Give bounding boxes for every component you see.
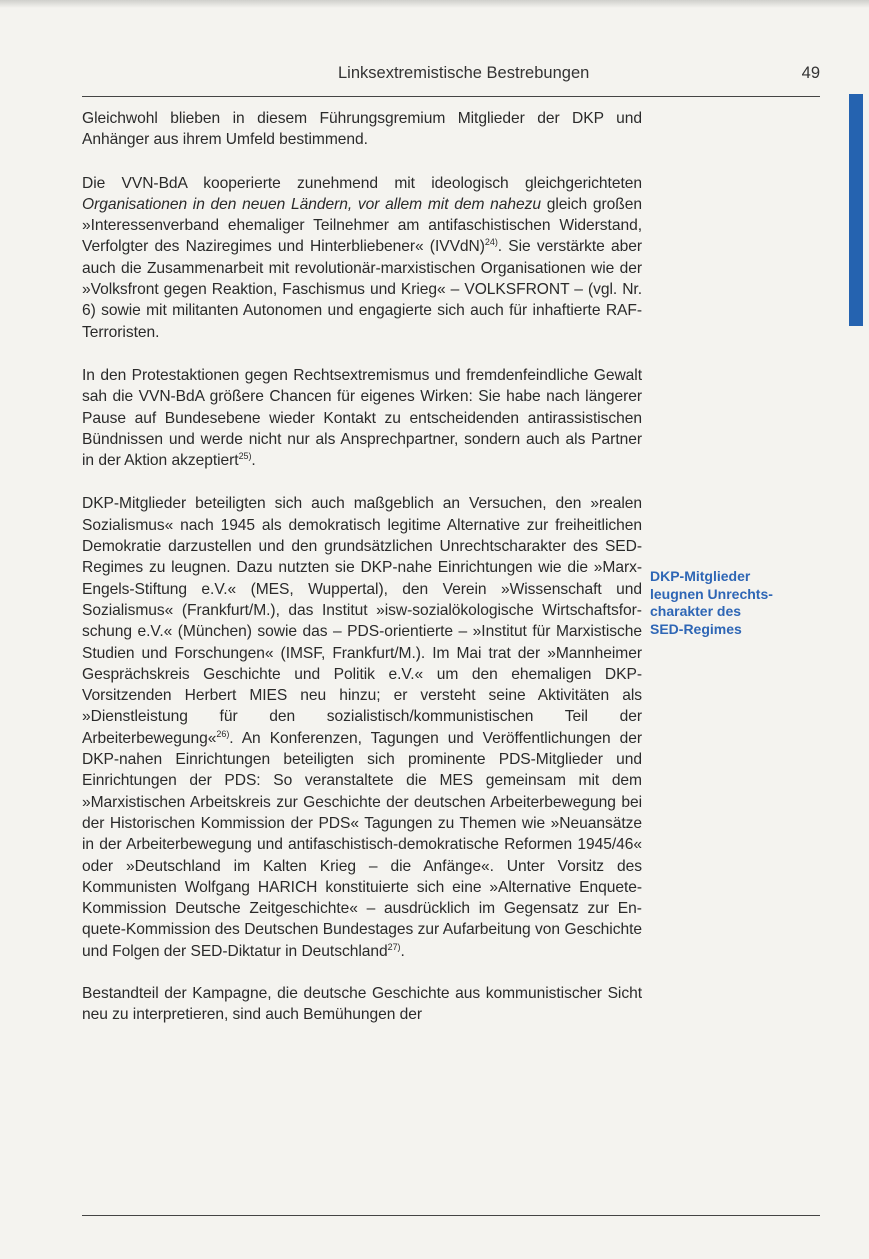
margin-note-line-3: charakter des: [650, 603, 742, 619]
paragraph-1: Gleichwohl blieben in diesem Führungsgremium Mitglieder der DKP und Anhänger aus ihrem Umfeld bestimmend.: [82, 110, 642, 149]
p2-part-a: Die VVN-BdA kooperierte zunehmend mit ideologisch gleichgerichteten: [82, 174, 642, 192]
margin-note: [650, 568, 830, 638]
p4-part-c: .: [400, 942, 405, 960]
scan-edge: [0, 0, 869, 8]
p3-part-b: .: [251, 452, 256, 470]
header-rule: [82, 96, 820, 97]
footnote-ref-26: 26): [216, 728, 230, 739]
p3-part-a: In den Protestaktionen gegen Rechtsextremismus und fremdenfeindliche Gewalt sah die VVN-BdA größere Chancen für eigenes Wirken: Sie habe nach längerer Pause auf Bundesebene wieder Kontakt zu entscheidenden antirassistischen Bündnissen und werde nicht nur als Ansprechpartner, sondern auch als Partner in der Aktion akzeptiert: [82, 366, 642, 470]
p4-part-a: DKP-Mitglieder beteiligten sich auch maßgeblich an Versuchen, den »realen Sozialismus« nach 1945 als demokratisch legitime Alternative zur freiheitlichen Demokratie darzustellen und den grundsätzlichen Unrechtscharakter des SED-Regimes zu leugnen. Dazu nutzten sie DKP-nahe Einrichtungen wie die »Marx-Engels-Stiftung e.V.« (MES, Wuppertal), den Verein »Wissenschaft und Sozialismus« (Frankfurt/M.), das Institut »isw-sozialökologische Wirtschaftsforschung e.V.« (München) sowie das – PDS-orientierte – »Institut für Marxistische Studien und Forschungen« (IMSF, Frankfurt/M.). Im Mai trat der »Mannheimer Gesprächskreis Geschichte und Politik e.V.« um den ehemaligen DKP-Vorsitzenden Herbert MIES neu hinzu; er versteht seine Aktivitäten als »Dienstleistung für den sozialistisch/kommunistischen Teil der Arbeiterbewegung«: [82, 495, 642, 747]
margin-note-line-4: SED-Regimes: [650, 620, 742, 637]
footer-rule: [82, 1215, 820, 1216]
page-number: 49: [801, 64, 820, 82]
chapter-marker: [849, 94, 863, 326]
running-header: [82, 64, 820, 90]
p2-italic: Organisationen in den neuen Ländern, vor allem mit dem nahezu: [82, 195, 541, 213]
paragraph-4: [82, 493, 642, 962]
footnote-ref-24: 24): [484, 237, 498, 248]
p2-part-b: gleich großen »Interessenverband ehemaliger Teilnehmer am antifaschistischen Widerstand, Verfolgter des Naziregimes und Hinterbliebener« (IVVdN): [82, 195, 642, 256]
footnote-ref-27: 27): [387, 941, 401, 952]
header-title: Linksextremistische Bestrebungen: [338, 64, 590, 82]
footnote-ref-25: 25): [238, 450, 252, 461]
margin-note-line-2: leugnen Unrechts-: [650, 585, 773, 602]
paragraph-2: [82, 173, 642, 343]
p2-part-c: . Sie verstärkte aber auch die Zusammenarbeit mit revolutionär-marxistischen Organisationen wie der »Volksfront gegen Reaktion, Faschismus und Krieg« – VOLKSFRONT – (vgl. Nr. 6) sowie mit militanten Autonomen und engagierte sich auch für inhaftierte RAF-Terroristen.: [82, 238, 642, 341]
p4-part-b: . An Konferenzen, Tagungen und Veröffentlichungen der DKP-nahen Einrichtungen beteiligten sich prominente PDS-Mitglieder und Einrichtungen der PDS: So veranstaltete die MES gemeinsam mit dem »Marxistischen Arbeitskreis zur Geschichte der deutschen Arbeiterbewegung bei der Historischen Kommission der PDS« Tagungen zu Themen wie »Neuansätze in der Arbeiterbewegung und antifaschistisch-demokratische Reformen 1945/46« oder »Deutschland im Kalten Krieg – die Anfänge«. Unter Vorsitz des Kommunisten Wolfgang HARICH konstituierte sich eine »Alternative Enquete-Kommission Deutsche Zeitgeschichte« – ausdrücklich im Gegensatz zur Enquete-Kommission des Deutschen Bundestages zur Aufarbeitung von Geschichte und Folgen der SED-Diktatur in Deutschland: [82, 729, 642, 960]
paragraph-3: [82, 365, 642, 471]
body-text: [82, 108, 642, 1048]
margin-note-line-1: DKP-Mitglieder: [650, 568, 751, 584]
paragraph-5: Bestandteil der Kampagne, die deutsche Geschichte aus kommunistischer Sicht neu zu interpretieren, sind auch Bemühungen der: [82, 984, 642, 1024]
